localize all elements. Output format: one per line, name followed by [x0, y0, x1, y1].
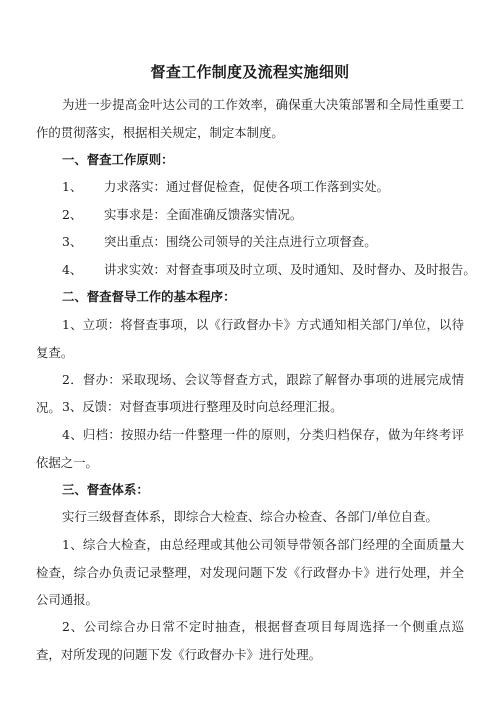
section1-item-1: [36, 173, 464, 201]
section2-item-2: 2．督办：采取现场、会议等督查方式，跟踪了解督办事项的进展完成情况。: [36, 372, 464, 415]
section3-intro: 实行三级督查体系，即综合大检查、综合办检查、各部门/单位自查。: [62, 509, 438, 524]
item-number: 3、: [62, 234, 83, 249]
item-number: 1、: [62, 179, 83, 194]
section1-item-2: [36, 201, 464, 229]
section3-heading: 三、督查体系：: [62, 482, 149, 497]
section1-item-3: [36, 228, 464, 256]
item-text: 讲求实效：对督查事项及时立项、及时通知、及时督办、及时报告。: [104, 262, 476, 277]
item-text: 力求落实：通过督促检查，促使各项工作落到实处。: [104, 179, 389, 194]
section3-item-2: 2、公司综合办日常不定时抽查，根据督查项目每周选择一个侧重点巡查，对所发现的问题下发《行政督办卡》进行处理。: [36, 619, 464, 662]
section1-item-4: [36, 256, 476, 284]
section2-item-3: 3、反馈：对督查事项进行整理及时向总经理汇报。: [62, 399, 343, 414]
section2-item-1: 1、立项：将督查事项，以《行政督办卡》方式通知相关部门/单位，以待复查。: [36, 317, 464, 360]
intro-paragraph: 为进一步提高金叶达公司的工作效率，确保重大决策部署和全局性重要工作的贯彻落实，根据相关规定，制定本制度。: [36, 97, 464, 140]
section2-heading: 二、督查督导工作的基本程序：: [62, 289, 236, 304]
item-text: 突出重点：围绕公司领导的关注点进行立项督查。: [104, 234, 377, 249]
section1-heading: 一、督查工作原则：: [62, 152, 174, 167]
document-title: 督查工作制度及流程实施细则: [150, 63, 350, 81]
item-number: 4、: [62, 262, 83, 277]
item-text: 实事求是：全面准确反馈落实情况。: [104, 207, 303, 222]
section3-item-1: 1、综合大检查，由总经理或其他公司领导带领各部门经理的全面质量大检查，综合办负责记录整理，对发现问题下发《行政督办卡》进行处理，并全公司通报。: [36, 537, 464, 607]
item-number: 2、: [62, 207, 83, 222]
section2-item-4: 4、归档：按照办结一件整理一件的原则，分类归档保存，做为年终考评依据之一。: [36, 427, 464, 470]
